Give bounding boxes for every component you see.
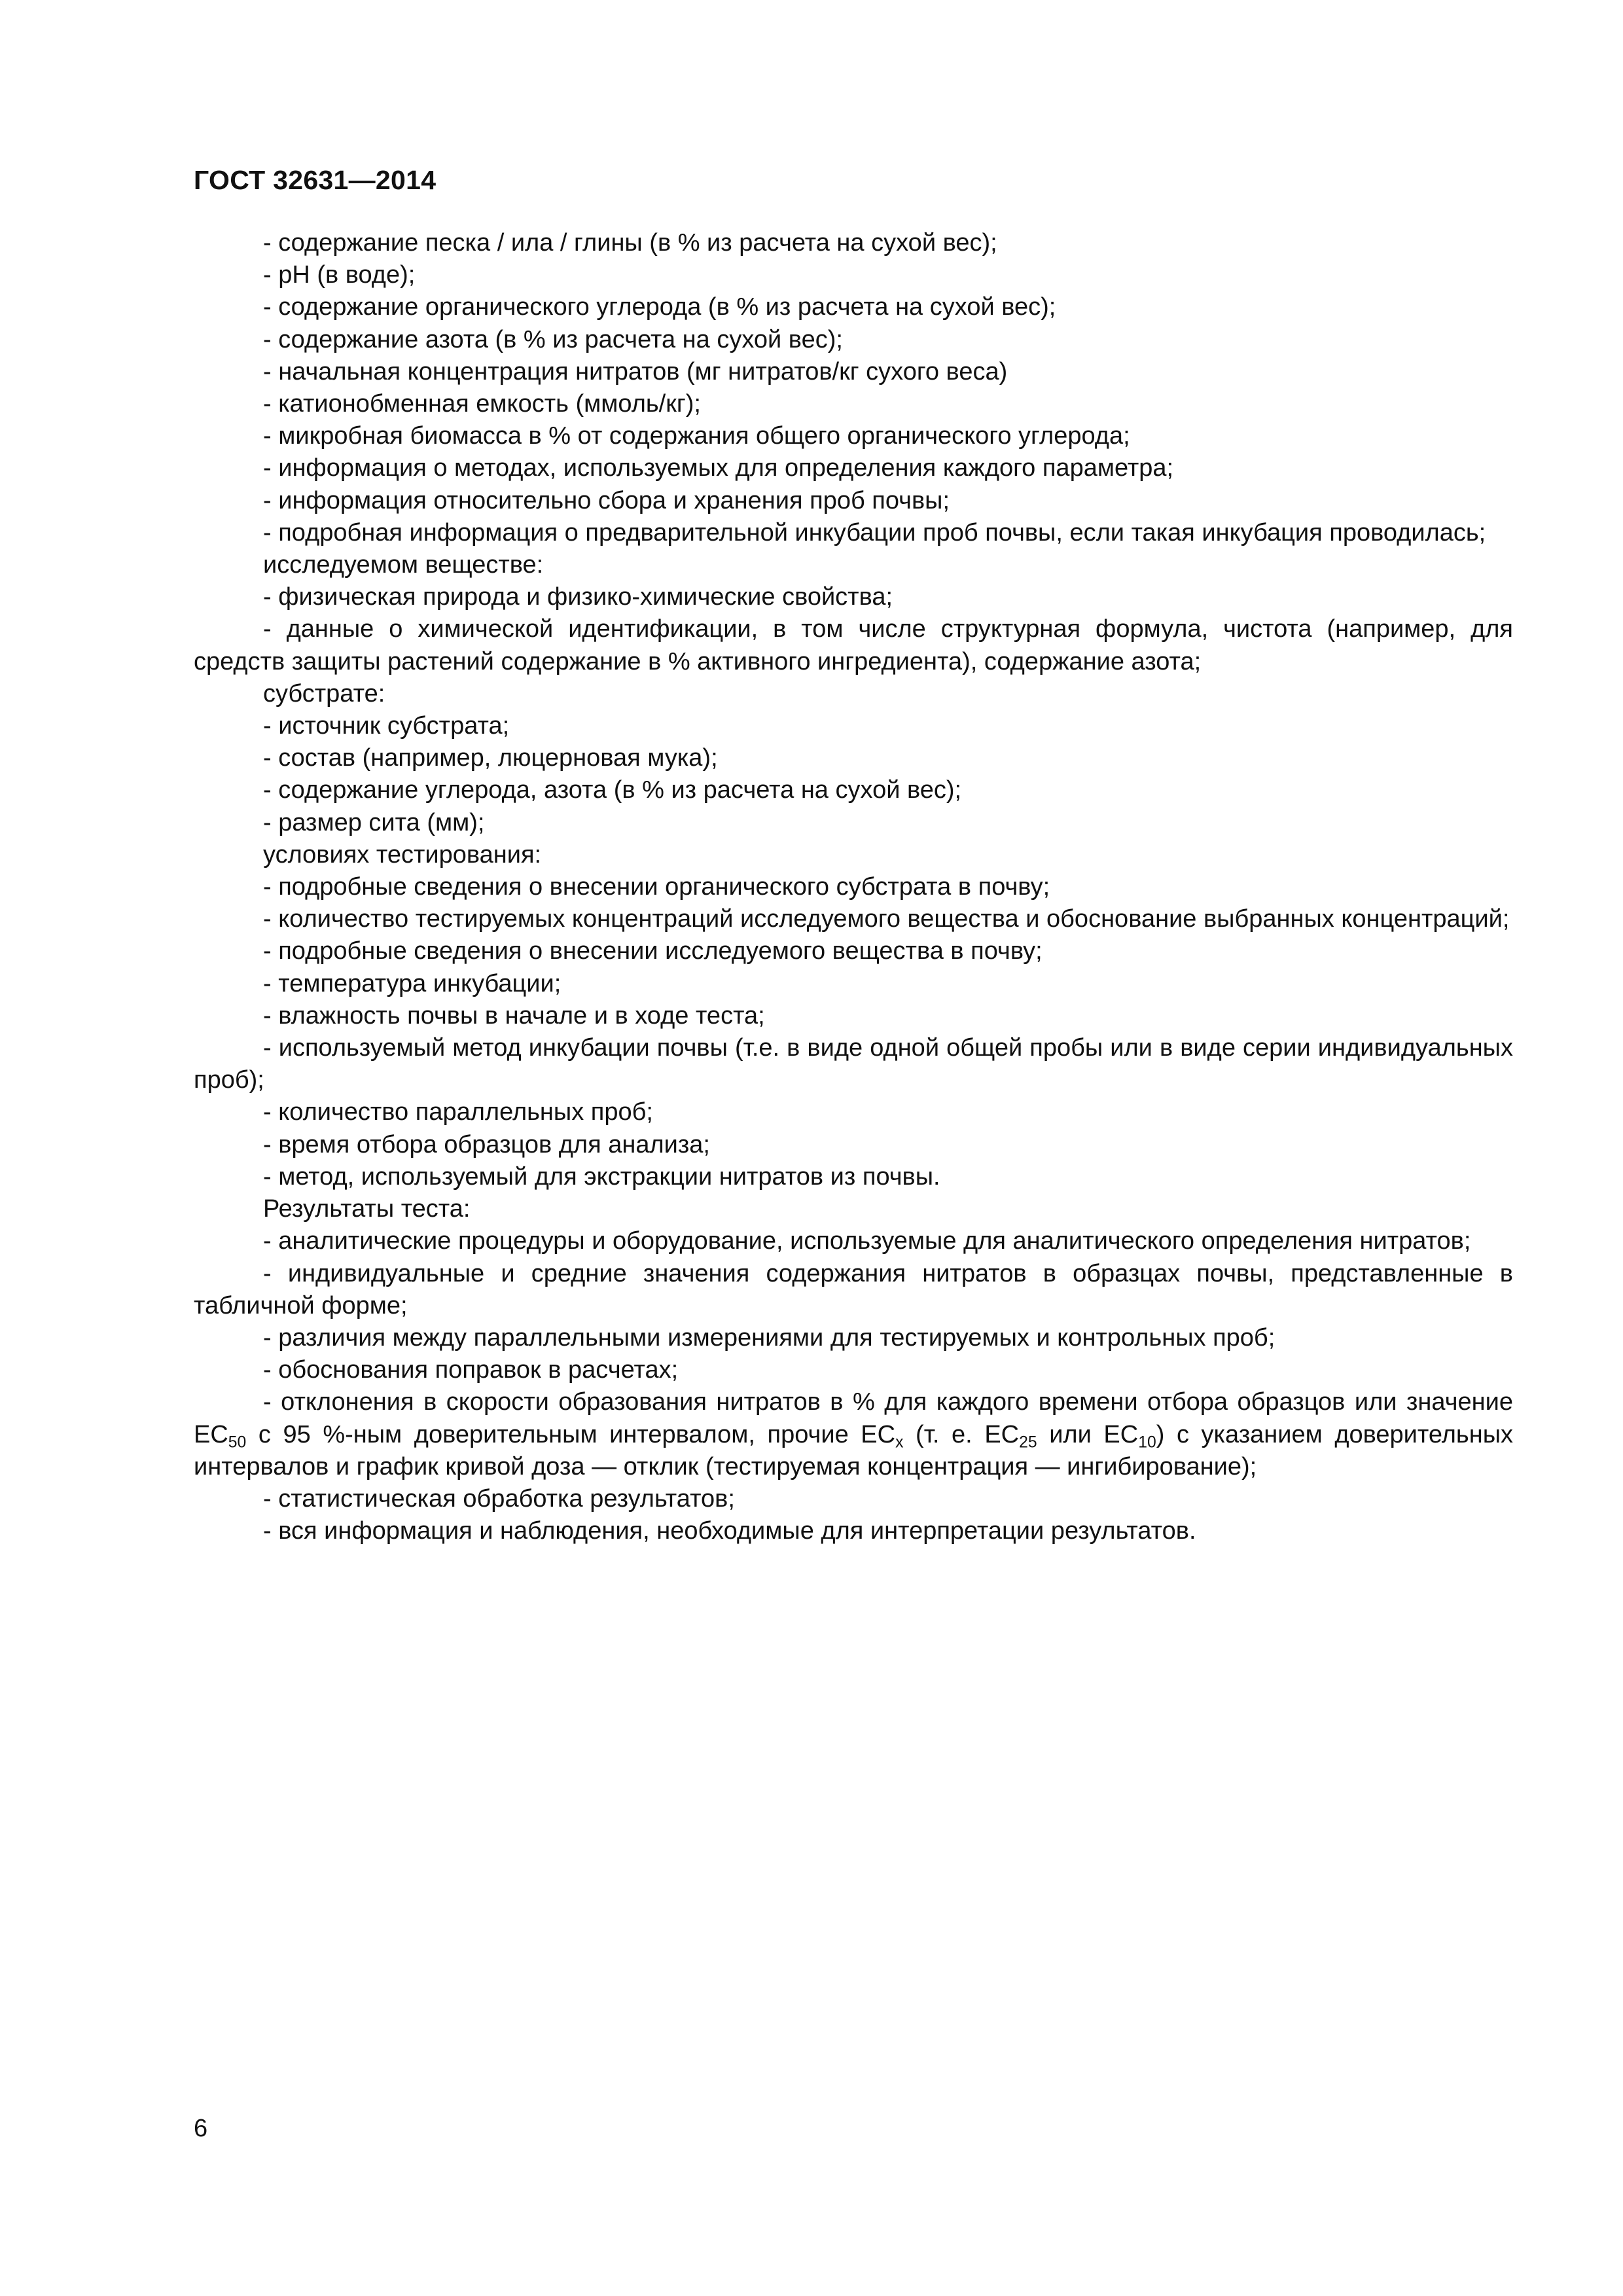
list-item: - различия между параллельными измерениями для тестируемых и контрольных проб;: [263, 1323, 1275, 1352]
list-item: - содержание органического углерода (в % из расчета на сухой вес);: [263, 293, 1056, 321]
list-item: - содержание азота (в % из расчета на сухой вес);: [263, 325, 843, 353]
ec-subscript-25: 25: [1019, 1433, 1037, 1451]
list-item: - статистическая обработка результатов;: [263, 1484, 735, 1513]
list-item: - вся информация и наблюдения, необходимые для интерпретации результатов.: [263, 1517, 1196, 1545]
ec-text-5: ) с указанием доверительных интервалов и график кривой доза — отклик (тестируемая концентрация — ингибирование);: [194, 1420, 1514, 1480]
list-item: - подробные сведения о внесении органического субстрата в почву;: [263, 873, 1050, 901]
ec-text-4: или EC: [1037, 1420, 1139, 1448]
list-item: - обоснования поправок в расчетах;: [263, 1356, 679, 1384]
list-item: - источник субстрата;: [263, 712, 510, 740]
list-item: - аналитические процедуры и оборудование, используемые для аналитического определения нитратов;: [263, 1227, 1471, 1255]
ec-text-3: (т. е. EC: [903, 1420, 1020, 1448]
list-item: - информация относительно сбора и хранения проб почвы;: [263, 486, 950, 514]
list-item: - катионобменная емкость (ммоль/кг);: [263, 390, 701, 418]
list-item: - индивидуальные и средние значения содержания нитратов в образцах почвы, представленные в табличной форме;: [194, 1259, 1513, 1319]
list-item: - температура инкубации;: [263, 969, 562, 997]
document-header: ГОСТ 32631—2014: [194, 165, 437, 195]
list-item: - влажность почвы в начале и в ходе теста;: [263, 1001, 765, 1030]
ec-text-1: - отклонения в скорости образования нитратов в % для каждого времени отбора образцов или значение EC: [194, 1388, 1513, 1448]
list-item: - состав (например, люцерновая мука);: [263, 744, 718, 772]
list-item: - содержание песка / ила / глины (в % из расчета на сухой вес);: [263, 229, 997, 257]
list-item: - информация о методах, используемых для определения каждого параметра;: [263, 454, 1174, 482]
list-item: - подробная информация о предварительной инкубации проб почвы, если такая инкубация проводилась;: [263, 518, 1486, 547]
section-label: субстрате:: [263, 679, 385, 708]
list-item: - метод, используемый для экстракции нитратов из почвы.: [263, 1162, 940, 1191]
list-item: - размер сита (мм);: [263, 808, 485, 836]
list-item: - микробная биомасса в % от содержания общего органического углерода;: [263, 422, 1130, 450]
list-item: - начальная концентрация нитратов (мг нитратов/кг сухого веса): [263, 357, 1008, 386]
section-label: исследуемом веществе:: [263, 551, 544, 579]
page-number: 6: [194, 2115, 208, 2142]
list-item: - количество параллельных проб;: [263, 1098, 653, 1126]
ec-subscript-10: 10: [1138, 1433, 1156, 1451]
document-body: [194, 227, 1513, 1547]
section-label: условиях тестирования:: [263, 840, 542, 869]
list-item: - содержание углерода, азота (в % из расчета на сухой вес);: [263, 776, 962, 804]
section-label: Результаты теста:: [263, 1195, 471, 1223]
list-item-ec: [194, 1386, 1513, 1483]
list-item: - количество тестируемых концентраций исследуемого вещества и обоснование выбранных концентраций;: [263, 905, 1510, 933]
list-item: - время отбора образцов для анализа;: [263, 1130, 710, 1158]
ec-subscript-x: x: [895, 1433, 904, 1451]
list-item: - подробные сведения о внесении исследуемого вещества в почву;: [263, 937, 1043, 965]
list-item: - рН (в воде);: [263, 261, 416, 289]
list-item: - физическая природа и физико-химические свойства;: [263, 583, 893, 611]
list-item: - данные о химической идентификации, в том числе структурная формула, чистота (например, для средств защиты растений содержание в % активного ингредиента), содержание азота;: [194, 615, 1513, 675]
ec-text-2: с 95 %-ным доверительным интервалом, прочие EC: [246, 1420, 896, 1448]
ec-subscript-50: 50: [228, 1433, 247, 1451]
list-item: - используемый метод инкубации почвы (т.е. в виде одной общей пробы или в виде серии индивидуальных проб);: [194, 1034, 1513, 1094]
